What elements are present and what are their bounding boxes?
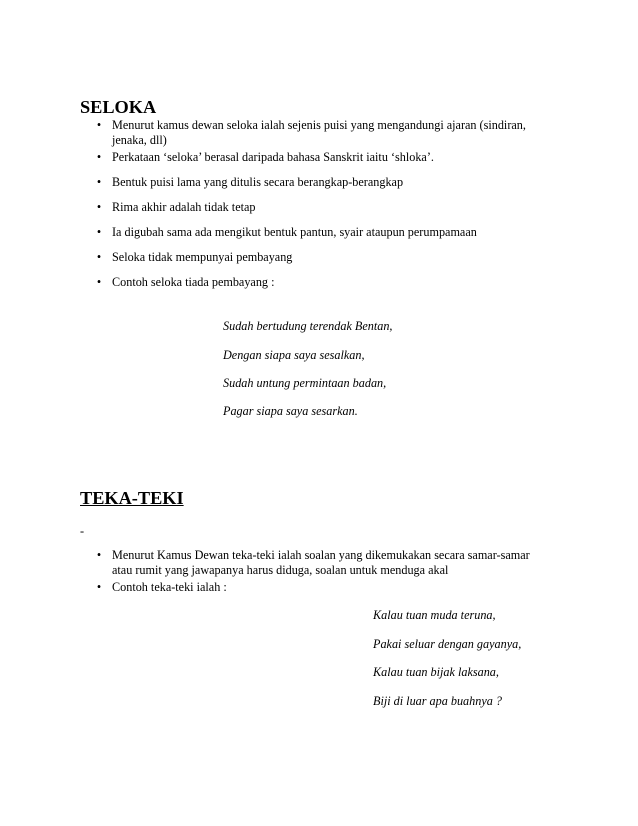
list-item-text: Contoh seloka tiada pembayang : bbox=[112, 275, 275, 289]
verse-line: Biji di luar apa buahnya ? bbox=[373, 694, 502, 708]
list-item-text: Ia digubah sama ada mengikut bentuk pantun, syair ataupun perumpamaan bbox=[112, 225, 477, 239]
verse-line: Sudah untung permintaan badan, bbox=[223, 376, 387, 390]
bullet-icon: • bbox=[96, 200, 102, 214]
list-item-text: Menurut kamus dewan seloka ialah sejenis puisi yang mengandungi ajaran (sindiran, jenaka, dll) bbox=[112, 118, 526, 147]
bullet-icon: • bbox=[96, 548, 102, 562]
list-item-text: Bentuk puisi lama yang ditulis secara berangkap-berangkap bbox=[112, 175, 404, 189]
verse-line: Kalau tuan muda teruna, bbox=[373, 608, 496, 622]
verse-line: Dengan siapa saya sesalkan, bbox=[223, 348, 365, 362]
list-item-text: Seloka tidak mempunyai pembayang bbox=[112, 250, 293, 264]
bullet-icon: • bbox=[96, 250, 102, 264]
bullet-icon: • bbox=[96, 150, 102, 164]
verse-line: Sudah bertudung terendak Bentan, bbox=[223, 319, 393, 333]
list-item-text: Rima akhir adalah tidak tetap bbox=[112, 200, 256, 214]
teka-teki-heading: TEKA-TEKI bbox=[80, 488, 184, 508]
verse-line: Kalau tuan bijak laksana, bbox=[373, 665, 499, 679]
seloka-heading: SELOKA bbox=[80, 97, 157, 117]
bullet-icon: • bbox=[96, 118, 102, 132]
verse-line: Pakai seluar dengan gayanya, bbox=[373, 637, 522, 651]
bullet-icon: • bbox=[96, 225, 102, 239]
bullet-icon: • bbox=[96, 175, 102, 189]
list-item-text: Perkataan ‘seloka’ berasal daripada bahasa Sanskrit iaitu ‘shloka’. bbox=[112, 150, 434, 164]
bullet-icon: • bbox=[96, 580, 102, 594]
list-item-text: Contoh teka-teki ialah : bbox=[112, 580, 227, 594]
list-item-text: Menurut Kamus Dewan teka-teki ialah soalan yang dikemukakan secara samar-samar atau rumit yang jawapanya harus diduga, soalan untuk menduga akal bbox=[112, 548, 530, 577]
verse-line: Pagar siapa saya sesarkan. bbox=[223, 404, 358, 418]
bullet-icon: • bbox=[96, 275, 102, 289]
dash-marker: - bbox=[80, 524, 85, 538]
